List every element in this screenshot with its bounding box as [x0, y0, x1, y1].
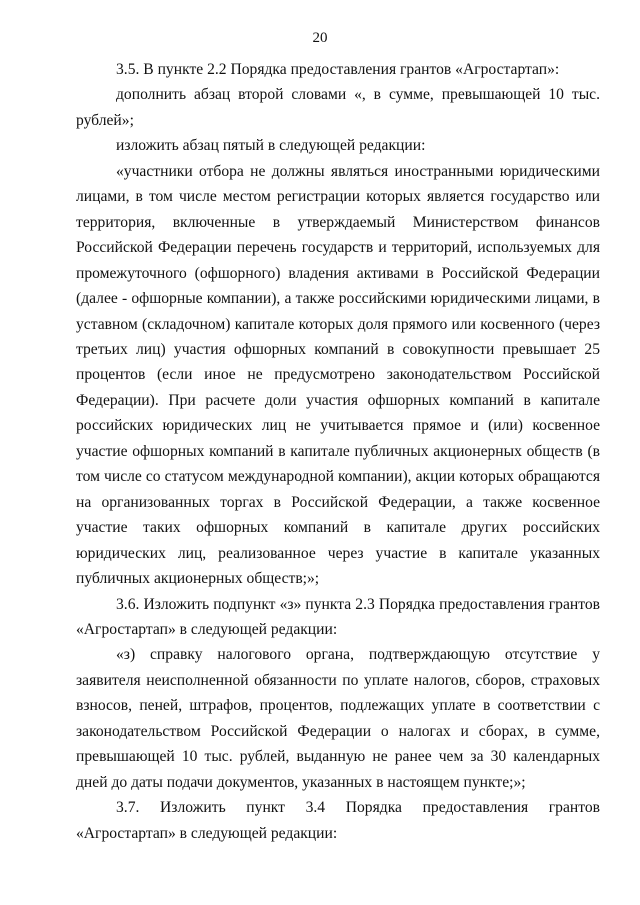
paragraph-3-6: 3.6. Изложить подпункт «з» пункта 2.3 Порядка предоставления грантов «Агростартап» в следующей редакции: [76, 595, 600, 638]
paragraph-offshore-clause: «участники отбора не должны являться иностранными юридическими лицами, в том числе местом регистрации которых является государство или территория, включенные в утверждаемый Министерством финансов Российской Федерации перечень государств и территорий, используемых для промежуточного (офшорного) владения активами в Российской Федерации (далее - офшорные компании), а также российскими юридическими лицами, в уставном (складочном) капитале которых доля прямого или косвенного (через третьих лиц) участия офшорных компаний в совокупности превышает 25 процентов (если иное не предусмотрено законодательством Российской Федерации). При расчете доли участия офшорных компаний в капитале российских юридических лиц не учитывается прямое и (или) косвенное участие офшорных компаний в капитале публичных акционерных обществ (в том числе со статусом международной компании), акции которых обращаются на организованных торгах в Российской Федерации, а также косвенное участие таких офшорных компаний в капитале других российских юридических лиц, реализованное через участие в капитале указанных публичных акционерных обществ;»; [76, 162, 600, 588]
paragraph-amend-second: дополнить абзац второй словами «, в сумме, превышающей 10 тыс. рублей»; [76, 86, 600, 129]
paragraph-tax-certificate: «з) справку налогового органа, подтверждающую отсутствие у заявителя неисполненной обязанности по уплате налогов, сборов, страховых взносов, пеней, штрафов, процентов, подлежащих уплате в соответствии с законодательством Российской Федерации о налогах и сборах, в сумме, превышающей 10 тыс. рублей, выданную не ранее чем за 30 календарных дней до даты подачи документов, указанных в настоящем пункте;»; [76, 646, 600, 791]
paragraph-3-7: 3.7. Изложить пункт 3.4 Порядка предоставления грантов «Агростартап» в следующей редакции: [76, 799, 600, 842]
paragraph-3-5: 3.5. В пункте 2.2 Порядка предоставления грантов «Агростартап»: [116, 61, 560, 78]
paragraph-amend-fifth: изложить абзац пятый в следующей редакции: [116, 137, 426, 155]
page-number: 20 [312, 30, 328, 46]
document-body [76, 57, 600, 846]
